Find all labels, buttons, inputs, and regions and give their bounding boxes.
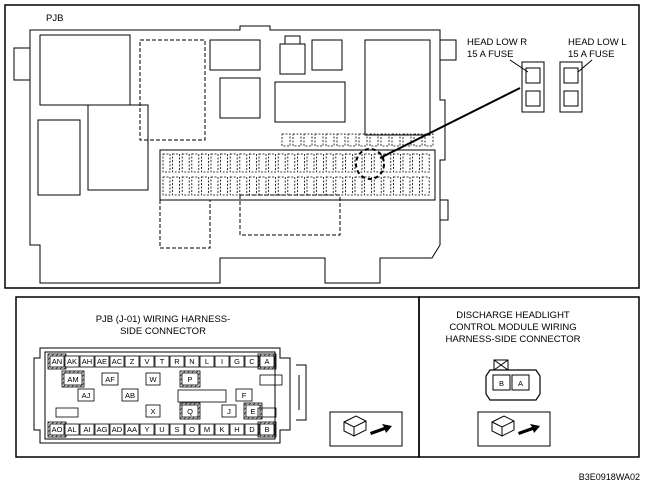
- connector-pin: [170, 356, 184, 367]
- fuse-block: [160, 134, 435, 200]
- fuse-slot: [345, 177, 352, 195]
- pin-label: J: [227, 407, 231, 416]
- fuse-slot: [355, 154, 362, 172]
- pin-label: K: [219, 425, 225, 434]
- connector-pin: [62, 371, 84, 387]
- pin-label: Q: [187, 407, 193, 416]
- fuse-slot: [221, 177, 228, 195]
- relay-slot: [337, 134, 345, 146]
- fuse-slot: [326, 154, 333, 172]
- fuse-slot: [173, 154, 180, 172]
- fuse-slot: [269, 177, 276, 195]
- pin-label: AG: [96, 425, 108, 434]
- pin-label: X: [150, 407, 156, 416]
- fuse-slot: [317, 177, 324, 195]
- pin-label: W: [149, 375, 157, 384]
- fuse-slot: [182, 154, 189, 172]
- relay-slot: [282, 134, 290, 146]
- pin-label: V: [144, 357, 150, 366]
- fuse-slot: [240, 177, 247, 195]
- empty-cavity: [260, 375, 282, 385]
- connector-pin: [95, 424, 109, 435]
- connector-pin: [155, 424, 169, 435]
- relay-slot: [370, 134, 378, 146]
- fuse-slot: [182, 177, 189, 195]
- figure-code: B3E0918WA02: [578, 472, 640, 482]
- fuse-slot: [393, 154, 400, 172]
- pin-label: AE: [96, 357, 108, 366]
- connector-pin: [180, 371, 200, 387]
- fuse-slot: [221, 154, 228, 172]
- fuse-slot: [201, 177, 208, 195]
- pin-label: D: [249, 425, 255, 434]
- connector-pin: [65, 356, 79, 367]
- top-panel: [5, 5, 639, 288]
- pin-label: AH: [81, 357, 93, 366]
- fuse-slot: [288, 177, 295, 195]
- connector-pin: [236, 389, 252, 401]
- relay-slot: [381, 134, 389, 146]
- j01-pins: [48, 354, 282, 437]
- fuse-slot: [393, 177, 400, 195]
- connector-pin: [48, 422, 66, 437]
- connector-pin: [110, 356, 124, 367]
- pin-label: AK: [66, 357, 78, 366]
- connector-pin: [65, 424, 79, 435]
- fuse-slot: [249, 177, 256, 195]
- fuse-r-label-line1: HEAD LOW R: [467, 37, 528, 48]
- connector-pin: [185, 356, 199, 367]
- fuse-l-icon: [560, 62, 582, 112]
- top-panel-frame: [5, 5, 639, 288]
- fuse-slot: [297, 177, 304, 195]
- fuse-r-icon: [522, 62, 544, 112]
- pin-label: AC: [111, 357, 123, 366]
- empty-cavity: [178, 390, 226, 402]
- connector-pin: [215, 424, 229, 435]
- fuse-slot: [269, 154, 276, 172]
- right-connector-panel: [419, 297, 639, 457]
- connector-pin: [245, 356, 259, 367]
- connector-pin: [170, 424, 184, 435]
- pin-label: AM: [67, 375, 79, 384]
- pjb-body: [14, 26, 456, 283]
- fuse-slot: [163, 177, 170, 195]
- pin-label: AF: [105, 375, 115, 384]
- relay-slot: [304, 134, 312, 146]
- pin-label: N: [189, 357, 195, 366]
- connector-pin: [230, 424, 244, 435]
- fuse-slot: [163, 154, 170, 172]
- connector-pin: [222, 405, 236, 417]
- pin-label: M: [203, 425, 211, 434]
- head-low-l-fuse: [560, 37, 627, 112]
- pin-a: A: [517, 379, 524, 388]
- pin-label: AL: [67, 425, 77, 434]
- highlight-circle: [356, 149, 384, 179]
- connector-pin: [180, 403, 200, 419]
- fuse-slot: [297, 154, 304, 172]
- fuse-slot: [211, 177, 218, 195]
- fuse-slot: [278, 154, 285, 172]
- connector-pin: [102, 373, 118, 385]
- connector-pin: [200, 356, 214, 367]
- pin-label: A: [264, 357, 270, 366]
- fuse-slot: [384, 177, 391, 195]
- pin-label: G: [234, 357, 240, 366]
- connector-pin: [258, 354, 276, 369]
- pin-label: AD: [111, 425, 123, 434]
- pin-label: C: [249, 357, 255, 366]
- fuse-slot: [307, 154, 314, 172]
- right-title-line3: HARNESS-SIDE CONNECTOR: [445, 334, 581, 345]
- relay-slot: [348, 134, 356, 146]
- fuse-slot: [403, 154, 410, 172]
- connector-pin: [245, 424, 259, 435]
- pin-label: B: [264, 425, 270, 434]
- fuse-slot: [278, 177, 285, 195]
- empty-cavity: [56, 408, 78, 417]
- fuse-slot: [307, 177, 314, 195]
- pin-label: S: [174, 425, 180, 434]
- fuse-slot: [259, 154, 266, 172]
- right-title-line1: DISCHARGE HEADLIGHT: [456, 310, 570, 321]
- fuse-slot: [230, 177, 237, 195]
- fuse-slot: [249, 154, 256, 172]
- relay-slot: [315, 134, 323, 146]
- connector-pin: [80, 356, 94, 367]
- fuse-slot: [413, 154, 420, 172]
- pin-label: O: [189, 425, 195, 434]
- pin-label: I: [220, 357, 224, 366]
- fuse-slot: [403, 177, 410, 195]
- fuse-slot: [345, 154, 352, 172]
- connector-pin: [80, 424, 94, 435]
- fuse-slot: [336, 154, 343, 172]
- connector-pin: [78, 389, 94, 401]
- pin-label: P: [187, 375, 193, 384]
- pin-label: Y: [144, 425, 150, 434]
- fuse-slot: [336, 177, 343, 195]
- pin-label: AA: [126, 425, 138, 434]
- connector-view-icon-left: [330, 412, 402, 446]
- pin-label: F: [241, 391, 247, 400]
- relay-slot: [326, 134, 334, 146]
- fuse-l-label-line2: 15 A FUSE: [568, 49, 615, 60]
- pin-label: AJ: [81, 391, 91, 400]
- pin-label: AO: [51, 425, 63, 434]
- fuse-l-label-line1: HEAD LOW L: [568, 37, 627, 48]
- relay-slot: [293, 134, 301, 146]
- fuse-slot: [173, 177, 180, 195]
- connector-pin: [125, 356, 139, 367]
- fuse-slot: [422, 177, 429, 195]
- fuse-slot: [413, 177, 420, 195]
- fuse-slot: [326, 177, 333, 195]
- pjb-title: PJB: [46, 13, 64, 24]
- fuse-slot: [422, 154, 429, 172]
- headlight-module-connector: [486, 360, 540, 400]
- fuse-slot: [374, 177, 381, 195]
- left-connector-panel: [16, 297, 419, 457]
- left-title-line1: PJB (J-01) WIRING HARNESS-: [95, 314, 231, 325]
- fuse-slot: [201, 154, 208, 172]
- fuse-slot: [211, 154, 218, 172]
- fuse-slot: [355, 177, 362, 195]
- fuse-slot: [192, 177, 199, 195]
- relay-slot: [392, 134, 400, 146]
- pin-label: AB: [124, 391, 136, 400]
- connector-pin: [48, 354, 66, 369]
- connector-pin: [230, 356, 244, 367]
- fuse-slot: [365, 154, 372, 172]
- pin-label: T: [159, 357, 165, 366]
- pin-label: U: [159, 425, 165, 434]
- pin-label: L: [204, 357, 210, 366]
- connector-pin: [140, 424, 154, 435]
- fuse-r-label-line2: 15 A FUSE: [467, 49, 514, 60]
- pin-label: AN: [51, 357, 63, 366]
- pin-label: E: [250, 407, 256, 416]
- connector-pin: [122, 389, 138, 401]
- connector-pin: [215, 356, 229, 367]
- pin-b: B: [498, 379, 505, 388]
- connector-pin: [146, 373, 160, 385]
- connector-pin: [155, 356, 169, 367]
- left-title-line2: SIDE CONNECTOR: [120, 326, 206, 337]
- relay-slot: [359, 134, 367, 146]
- pin-label: H: [234, 425, 240, 434]
- pin-label: Z: [129, 357, 135, 366]
- connector-pin: [110, 424, 124, 435]
- fuse-slot: [317, 154, 324, 172]
- fuse-slot: [374, 154, 381, 172]
- connector-pin: [140, 356, 154, 367]
- leader-line: [380, 88, 520, 158]
- right-title-line2: CONTROL MODULE WIRING: [449, 322, 577, 333]
- connector-pin: [146, 405, 160, 417]
- pin-label: AI: [83, 425, 91, 434]
- connector-pin: [185, 424, 199, 435]
- connector-pin: [125, 424, 139, 435]
- connector-pin: [258, 422, 276, 437]
- fuse-slot: [288, 154, 295, 172]
- fuse-slot: [259, 177, 266, 195]
- fuse-slot: [384, 154, 391, 172]
- connector-pin: [200, 424, 214, 435]
- connector-pin: [95, 356, 109, 367]
- connector-view-icon-right: [478, 412, 550, 446]
- fuse-slot: [240, 154, 247, 172]
- fuse-slot: [230, 154, 237, 172]
- pin-label: R: [174, 357, 180, 366]
- fuse-slot: [192, 154, 199, 172]
- head-low-r-fuse: [467, 37, 544, 112]
